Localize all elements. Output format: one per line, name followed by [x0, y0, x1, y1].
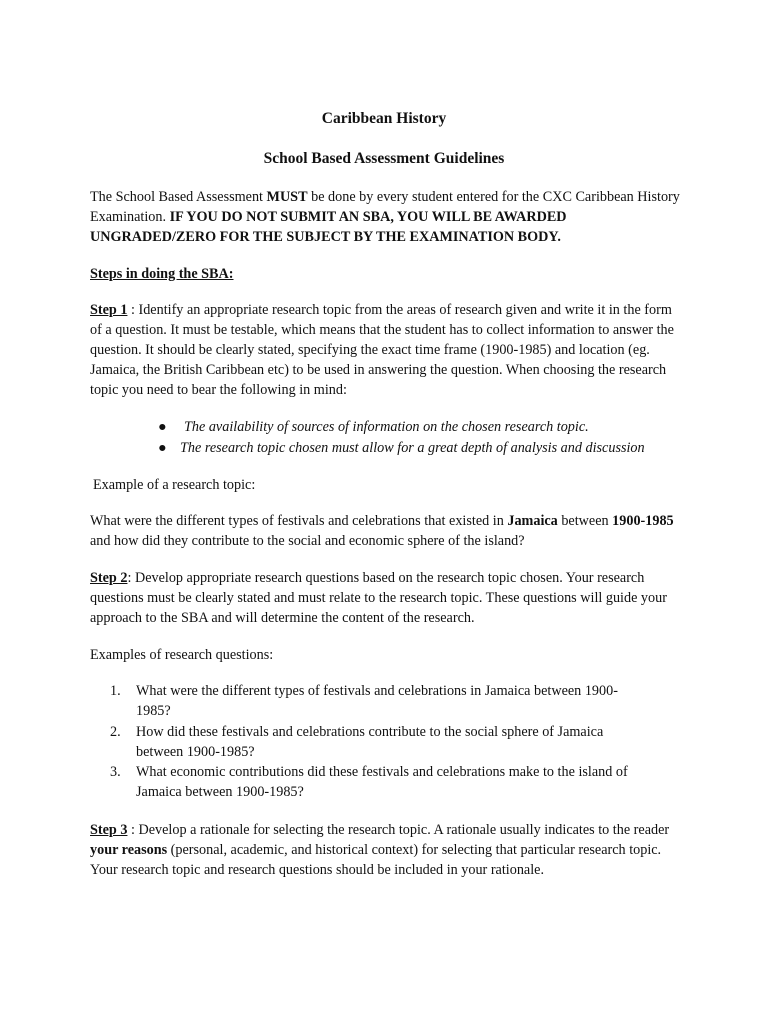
step1-paragraph: [90, 300, 680, 400]
step3-paragraph: [90, 820, 680, 880]
question-text: What economic contributions did these festivals and celebrations make to the island of Jamaica between 1900-1985?: [136, 764, 628, 800]
document-page: [90, 0, 690, 1024]
step3-text-2: (personal, academic, and historical context) for selecting that particular research topic. Your research topic and research questions should be included in your rationale.: [90, 842, 662, 878]
step3-text-1: : Develop a rationale for selecting the research topic. A rationale usually indicates to the reader: [127, 822, 670, 838]
step3-your-reasons: your reasons: [90, 842, 168, 858]
step1-text: : Identify an appropriate research topic from the areas of research given and write it in the form of a question. It must be testable, which means that the student has to collect information to answer the question. It should be clearly stated, specifying the exact time frame (1900-1985) and location (eg. Jamaica, the British Caribbean etc) to be used in answering the question. When choosing the research topic you need to bear the following in mind:: [90, 302, 674, 398]
step2-label: Step 2: [90, 570, 128, 586]
step1-label: Step 1: [90, 302, 128, 318]
list-item: [110, 722, 650, 762]
example-text-2: between: [557, 513, 613, 529]
example-label: Example of a research topic:: [93, 477, 256, 493]
bullet-text: The research topic chosen must allow for a great depth of analysis and discussion: [180, 440, 645, 456]
list-item: [156, 438, 696, 459]
example-topic: [90, 511, 680, 551]
research-questions-list: [110, 681, 650, 803]
example-jamaica: Jamaica: [507, 513, 558, 529]
list-number: 3.: [110, 764, 121, 780]
step3-label: Step 3: [90, 822, 128, 838]
research-questions-label: Examples of research questions:: [90, 647, 274, 663]
bullet-icon: ●: [158, 440, 167, 456]
step2-text: : Develop appropriate research questions based on the research topic chosen. Your research questions must be clearly stated and must relate to the research topic. These questions will guide your approach to the SBA and will determine the content of the research.: [90, 570, 667, 626]
intro-warning: IF YOU DO NOT SUBMIT AN SBA, YOU WILL BE AWARDED UNGRADED/ZERO FOR THE SUBJECT BY THE EXAMINATION BODY.: [90, 209, 567, 245]
document-subtitle: School Based Assessment Guidelines: [263, 150, 505, 167]
bullet-icon: ●: [158, 419, 167, 435]
question-text: How did these festivals and celebrations contribute to the social sphere of Jamaica between 1900-1985?: [136, 723, 604, 760]
consideration-list: [156, 417, 696, 459]
intro-text-2: be done by every student entered for the CXC Caribbean History Examination.: [90, 189, 680, 225]
steps-heading: Steps in doing the SBA:: [90, 266, 234, 282]
intro-text-1: The School Based Assessment: [90, 189, 267, 205]
list-number: 2.: [110, 723, 121, 740]
list-item: [110, 681, 650, 721]
bullet-text: The availability of sources of information on the chosen research topic.: [184, 419, 589, 435]
example-text-1: What were the different types of festivals and celebrations that existed in: [90, 513, 508, 529]
example-years: 1900-1985: [612, 513, 674, 529]
step2-paragraph: [90, 568, 680, 628]
document-title: Caribbean History: [321, 110, 447, 127]
intro-must: MUST: [266, 189, 308, 205]
list-item: [110, 762, 650, 802]
list-item: [156, 417, 696, 438]
list-number: 1.: [110, 683, 121, 699]
intro-paragraph: [90, 187, 680, 247]
question-text: What were the different types of festivals and celebrations in Jamaica between 1900-1985?: [136, 683, 618, 719]
example-text-3: and how did they contribute to the social and economic sphere of the island?: [90, 533, 525, 549]
